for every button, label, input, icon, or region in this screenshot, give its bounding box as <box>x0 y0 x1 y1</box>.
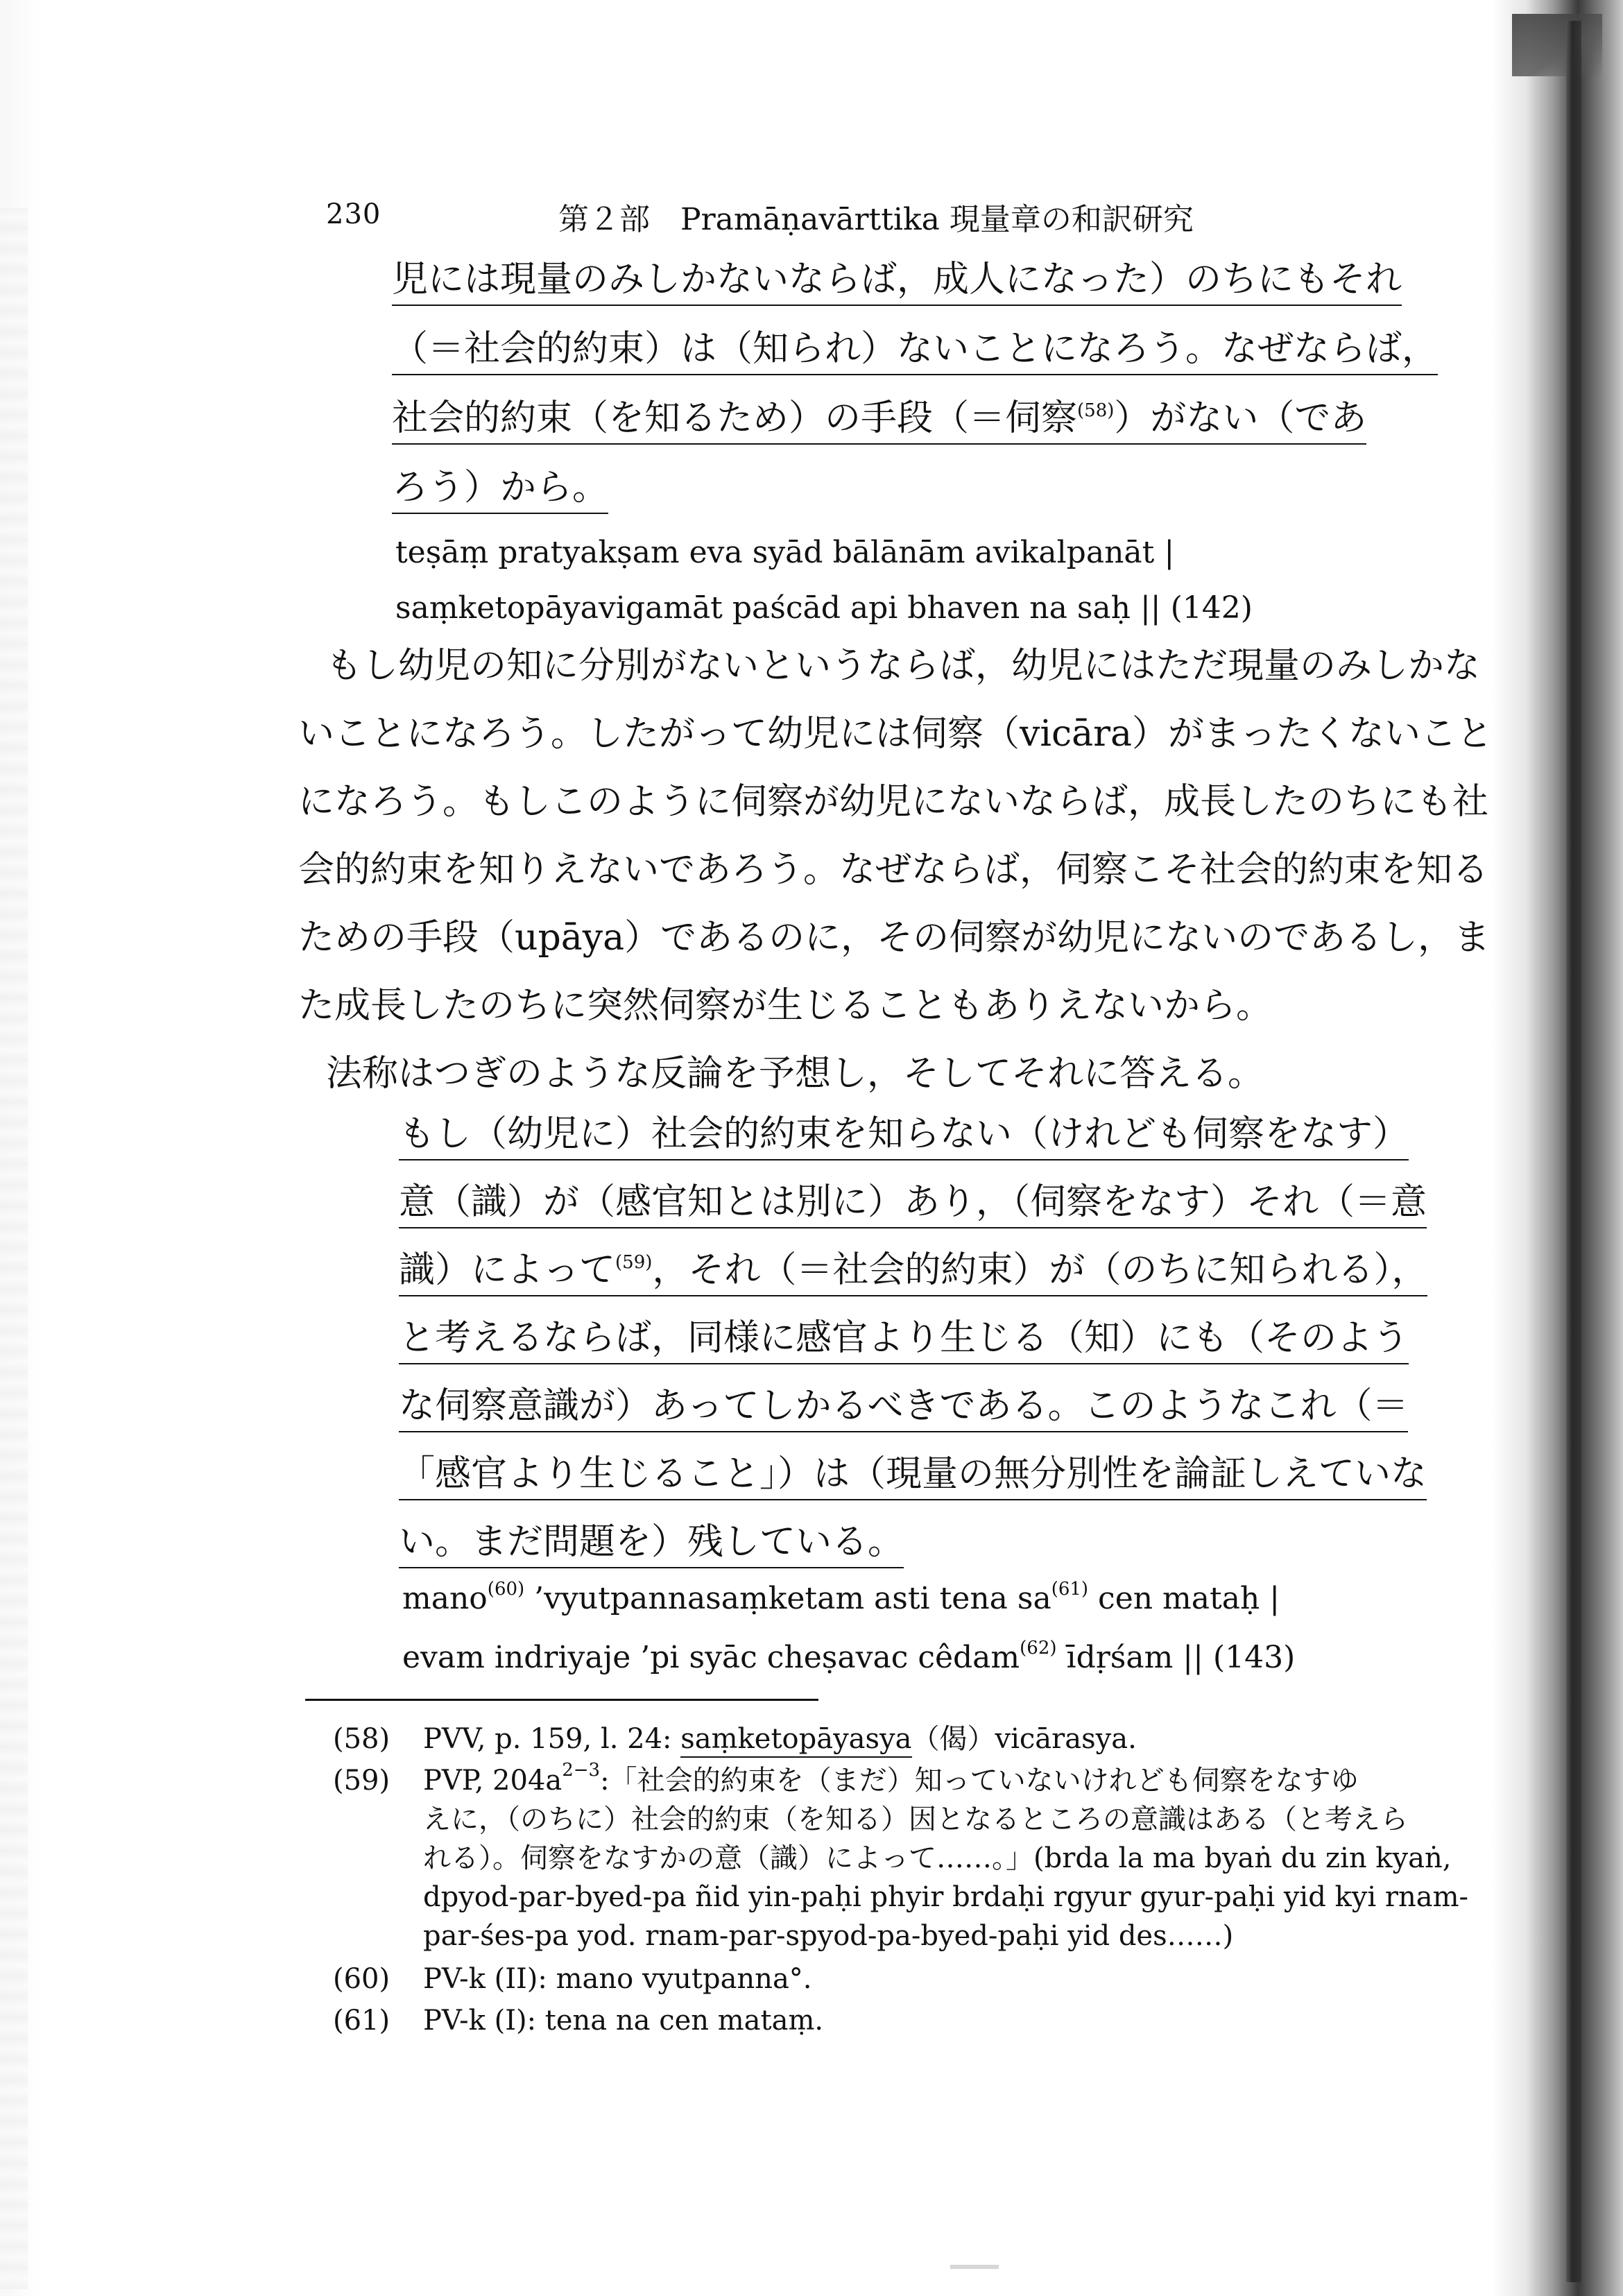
footnote-ref: (60) <box>487 1579 525 1600</box>
footnote: (60) PV-k (II): mano vyutpanna°. <box>333 1960 812 1998</box>
body-line: 識）によって$^{(59)}$，それ（＝社会的約束）が（のちに知られる）， <box>399 1246 1427 1294</box>
footnote-continuation: par-śes-pa yod. rnam-par-spyod-pa-byed-paḥi yid des……) <box>423 1920 1234 1952</box>
scan-corner-shadow <box>1512 14 1602 76</box>
scan-smudge <box>950 2265 999 2269</box>
footnote-continuation: れる）。伺察をなすかの意（識）によって……。」(brda la ma byaṅ du zin kyaṅ, <box>423 1842 1452 1874</box>
body-line: 社会的約束（を知るため）の手段（＝伺察$^{(58)}$）がない（であ <box>392 394 1366 443</box>
sanskrit-verse-line: mano$^{(60)}$ ’vyutpannasaṃketam asti tena $sa^{(61)}$ cen mataḥ | <box>402 1579 1280 1616</box>
body-line: もし（幼児に）社会的約束を知らない（けれども伺察をなす） <box>399 1110 1409 1158</box>
footnote: (61) PV-k (I): tena na cen mataṃ. <box>333 2002 823 2039</box>
scan-left-margin <box>0 208 28 2289</box>
footnote-ref: (62) <box>1020 1638 1057 1659</box>
footnote-ref: (59) <box>615 1252 653 1273</box>
body-line: 法称はつぎのような反論を予想し，そしてそれに答える。 <box>326 1053 1264 1095</box>
footnote-number: (61) <box>333 2005 390 2037</box>
body-line: 会的約束を知りえないであろう。なぜならば，伺察こそ社会的約束を知る <box>298 849 1489 891</box>
footnote-rule <box>305 1699 818 1701</box>
footnote-continuation: えに，（のちに）社会的約束（を知る）因となるところの意識はある（と考えら <box>423 1804 1408 1835</box>
sanskrit-verse-line: saṃketopāyavigamāt paścād api bhaven na saḥ || (142) <box>395 590 1253 626</box>
body-line: ろう）から。 <box>392 463 608 512</box>
body-line: な伺察意識が）あってしかるべきである。このようなこれ（＝ <box>399 1382 1408 1430</box>
body-line: になろう。もしこのように伺察が幼児にないならば，成長したのちにも社 <box>298 781 1489 823</box>
body-line: ための手段（upāya）であるのに，その伺察が幼児にないのであるし，ま <box>298 917 1491 959</box>
footnote: (59) PVP, $204a^{2-3}$:「社会的約束を（まだ）知っていないけれども伺察をなすゆ <box>333 1762 1359 1799</box>
body-line: 「感官より生じること」）は（現量の無分別性を論証しえていな <box>399 1450 1427 1498</box>
footnote-ref: (58) <box>1077 400 1115 421</box>
body-line: いことになろう。したがって幼児には伺察（vicāra）がまったくないこと <box>298 713 1493 755</box>
running-head: 第２部 Pramāṇavārttika 現量章の和訳研究 <box>558 202 1194 237</box>
book-spine-shadow <box>1566 21 1581 2282</box>
body-line: い。まだ問題を）残している。 <box>399 1518 904 1566</box>
body-line: （＝社会的約束）は（知られ）ないことになろう。なぜならば， <box>392 325 1438 373</box>
body-line: と考えるならば，同様に感官より生じる（知）にも（そのよう <box>399 1314 1409 1362</box>
page-number: 230 <box>326 198 381 230</box>
body-line: た成長したのちに突然伺察が生じることもありえないから。 <box>298 985 1273 1027</box>
footnote-number: (60) <box>333 1963 390 1995</box>
footnote-continuation: dpyod-par-byed-pa ñid yin-paḥi phyir brdaḥi rgyur gyur-paḥi yid kyi rnam- <box>423 1881 1469 1913</box>
footnote-number: (59) <box>333 1765 390 1797</box>
footnote-number: (58) <box>333 1723 390 1755</box>
footnote-ref: (61) <box>1051 1579 1089 1600</box>
sanskrit-verse-line: teṣāṃ pratyakṣam eva syād bālānām avikalpanāt | <box>395 535 1175 570</box>
sanskrit-verse-line: evam indriyaje ’pi syāc cheṣavac cêdam$^{(62)}$ īdṛśam || (143) <box>402 1638 1296 1675</box>
body-line: もし幼児の知に分別がないというならば，幼児にはただ現量のみしかな <box>326 645 1481 687</box>
footnote: (58) PVV, p. 159, l. 24: saṃketopāyasya（偈）vicārasya. <box>333 1720 1137 1758</box>
body-line: 意（識）が（感官知とは別に）あり，（伺察をなす）それ（＝意 <box>399 1178 1427 1226</box>
body-line: 児には現量のみしかないならば，成人になった）のちにもそれ <box>392 255 1402 304</box>
page-header <box>326 198 1470 247</box>
